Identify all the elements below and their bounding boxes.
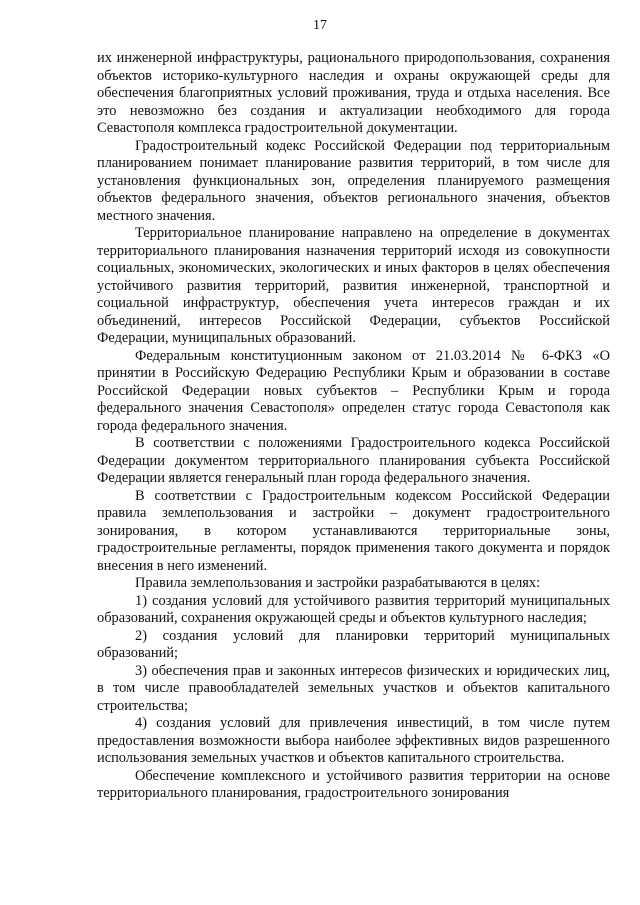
paragraph-land-use-rules: В соответствии с Градостроительным кодексом Российской Федерации правила землепользования и застройки – документ градостроительного зонирования, в котором устанавливаются территориальные зоны, градостроительные регламенты, порядок применения такого документа и порядок внесения в него изменений. (97, 487, 610, 574)
paragraph-continuation: их инженерной инфраструктуры, рационального природопользования, сохранения объектов историко-культурного наследия и охраны окружающей среды для обеспечения благоприятных условий проживания, труда и отдыха населения. Все это невозможно без создания и актуализации необходимого для города Севастополя комплекса градостроительной документации. (97, 50, 610, 136)
list-item-goal-3: 3) обеспечения прав и законных интересов физических и юридических лиц, в том числе правообладателей земельных участков и объектов капитального строительства; (97, 662, 610, 714)
paragraph-general-plan: В соответствии с положениями Градостроительного кодекса Российской Федерации документом территориального планирования субъекта Российской Федерации является генеральный план города федерального значения. (97, 435, 610, 486)
paragraph-goals-intro: Правила землепользования и застройки разрабатываются в целях: (135, 575, 541, 591)
paragraph-grad-code-definition: Градостроительный кодекс Российской Федерации под территориальным планированием понимает планирование развития территорий, в том числе для установления функциональных зон, определения планируемого размещения объектов федерального значения, объектов регионального значения, объектов местного значения. (97, 137, 610, 224)
list-item-goal-1: 1) создания условий для устойчивого развития территорий муниципальных образований, сохранения окружающей среды и объектов культурного наследия; (97, 592, 610, 626)
paragraph-federal-law: Федеральным конституционным законом от 21.03.2014 № 6-ФКЗ «О принятии в Российскую Федерацию Республики Крым и образовании в составе Российской Федерации новых субъектов – Республики Крым и города федерального значения Севастополя» определен статус города Севастополя как города федерального значения. (97, 347, 610, 434)
list-item-goal-4: 4) создания условий для привлечения инвестиций, в том числе путем предоставления возможности выбора наиболее эффективных видов разрешенного использования земельных участков и объектов капитального строительства. (97, 715, 610, 766)
body-text (97, 50, 610, 803)
paragraph-sustainable-development: Обеспечение комплексного и устойчивого развития территории на основе территориального планирования, градостроительного зонирования (97, 767, 610, 801)
list-item-goal-2: 2) создания условий для планировки территорий муниципальных образований; (97, 627, 610, 661)
page-number: 17 (313, 18, 327, 33)
paragraph-territorial-planning: Территориальное планирование направлено на определение в документах территориального планирования назначения территорий исходя из совокупности социальных, экономических, экологических и иных факторов в целях обеспечения устойчивого развития территорий, развития инженерной, транспортной и социальной инфраструктур, обеспечения учета интересов граждан и их объединений, интересов Российской Федерации, субъектов Российской Федерации, муниципальных образований. (97, 225, 610, 346)
